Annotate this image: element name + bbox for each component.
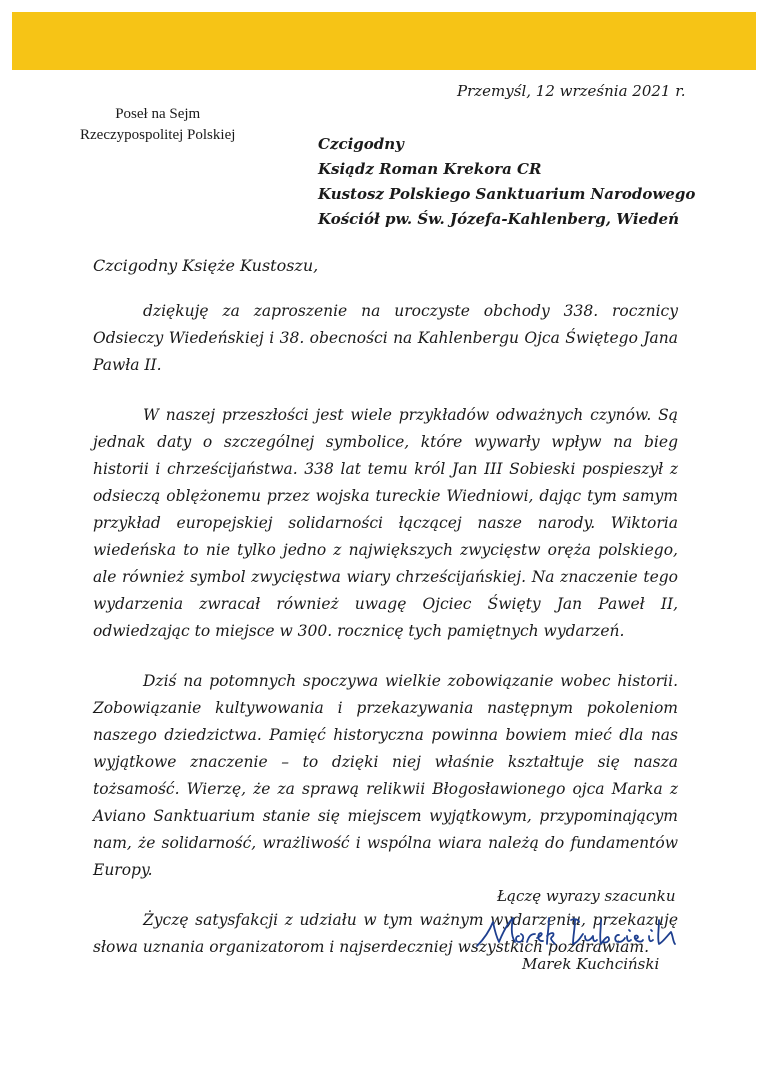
handwritten-signature xyxy=(475,906,695,962)
paragraph-3: Dziś na potomnych spoczywa wielkie zobowiązanie wobec historii. Zobowiązanie kultywowania i przekazywania następnym pokoleniom naszego dziedzictwa. Pamięć historyczna powinna bowiem mieć dla nas wyjątkowe znaczenie – to dzięki niej właśnie kształtuje się nasza tożsamość. Wierzę, że za sprawą relikwii Błogosławionego ojca Marka z Aviano Sanktuarium stanie się miejscem wyjątkowym, przypominającym nam, że solidarność, wrażliwość i wspólna wiara należą do fundamentów Europy. xyxy=(93,672,678,879)
recipient-line-2: Ksiądz Roman Krekora CR xyxy=(318,160,542,178)
letter-body xyxy=(93,298,678,984)
signer-name: Marek Kuchciński xyxy=(522,955,660,973)
closing-phrase: Łączę wyrazy szacunku xyxy=(497,887,676,905)
recipient-line-3: Kustosz Polskiego Sanktuarium Narodowego xyxy=(318,185,696,203)
sender-block xyxy=(80,104,235,146)
recipient-block xyxy=(318,132,695,232)
paragraph-2: W naszej przeszłości jest wiele przykładów odważnych czynów. Są jednak daty o szczególnej symbolice, które wywarły wpływ na bieg historii i chrześcijaństwa. 338 lat temu król Jan III Sobieski pospieszył z odsieczą oblężonemu przez wojska tureckie Wiedniowi, dając tym samym przykład europejskiej solidarności łączącej nasze narody. Wiktoria wiedeńska to nie tylko jedno z największych zwycięstw oręża polskiego, ale również symbol zwycięstwa wiary chrześcijańskiej. Na znaczenie tego wydarzenia zwracał również uwagę Ojciec Święty Jan Paweł II, odwiedzając to miejsce w 300. rocznicę tych pamiętnych wydarzeń. xyxy=(93,406,678,640)
salutation: Czcigodny Księże Kustoszu, xyxy=(93,256,319,275)
paragraph-4: Życzę satysfakcji z udziału w tym ważnym wydarzeniu, przekazuję słowa uznania organizatorom i najserdeczniej wszystkich pozdrawiam. xyxy=(93,911,678,956)
yellow-header-bar xyxy=(12,12,756,70)
recipient-line-4: Kościół pw. Św. Józefa-Kahlenberg, Wiedeń xyxy=(318,210,680,228)
recipient-line-1: Czcigodny xyxy=(318,135,404,153)
sender-line-1: Poseł na Sejm xyxy=(115,106,201,122)
sender-line-2: Rzeczypospolitej Polskiej xyxy=(80,127,236,143)
letter-date: Przemyśl, 12 września 2021 r. xyxy=(457,82,686,100)
paragraph-1: dziękuję za zaproszenie na uroczyste obchody 338. rocznicy Odsieczy Wiedeńskiej i 38. obecności na Kahlenbergu Ojca Świętego Jana Pawła II. xyxy=(93,302,678,374)
